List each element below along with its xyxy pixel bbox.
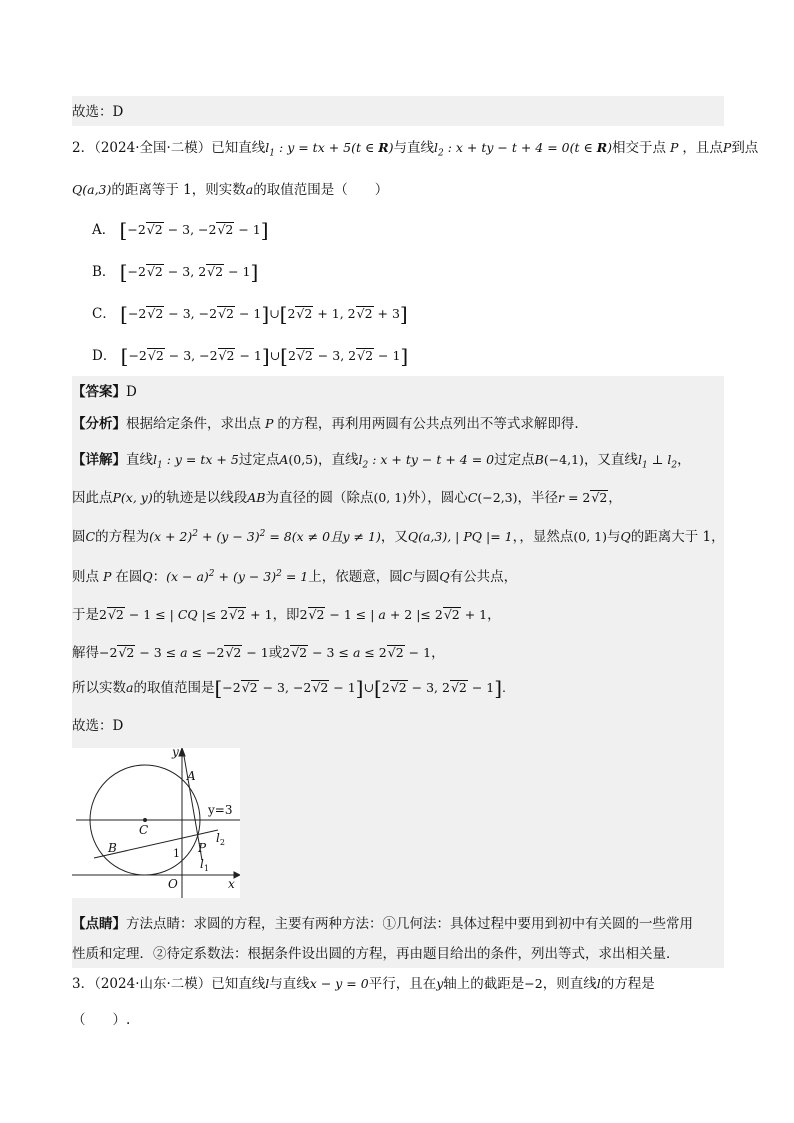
- math: Q: [142, 569, 153, 585]
- label-one: 1: [173, 847, 180, 860]
- geometry-figure: [72, 748, 240, 898]
- detail-text: 于是: [72, 607, 99, 623]
- tips-line1: [72, 914, 693, 934]
- label-y3: y=3: [208, 803, 233, 817]
- math: l: [265, 976, 270, 991]
- answer-line: [72, 382, 137, 402]
- q3-source: （2024·山东·二模）: [94, 976, 212, 992]
- detail-text: 所以实数: [72, 680, 126, 696]
- math: a: [126, 680, 134, 695]
- detail-text: 圆: [72, 529, 86, 546]
- detail-text: 因此点: [72, 490, 113, 506]
- label-origin: O: [168, 877, 178, 891]
- math: Q: [620, 529, 631, 545]
- option-c[interactable]: [92, 303, 408, 325]
- math: −2: [524, 976, 543, 991]
- math: y: [436, 976, 444, 991]
- math: AB: [247, 490, 266, 505]
- math-a: a: [245, 182, 254, 197]
- detail-text: 则点: [72, 569, 99, 586]
- math: P(x, y): [112, 490, 153, 505]
- math: r: [558, 490, 564, 505]
- label-p: P: [198, 841, 207, 855]
- q3-line2: （ ）.: [72, 1012, 131, 1028]
- label-b: B: [108, 841, 117, 855]
- label-c: C: [139, 823, 149, 837]
- detail-text: ，又: [380, 529, 408, 546]
- option-math: [−2√2 − 3, 2√2 − 1]: [119, 260, 259, 284]
- detail-line4: [72, 564, 517, 587]
- q2-text: ，且点: [682, 140, 723, 156]
- q3-text: 平行，且在: [368, 976, 437, 992]
- detail-text: 外），圆心: [407, 490, 468, 506]
- y-arrow-icon: [179, 748, 185, 756]
- q3-text: 的方程是: [600, 976, 655, 992]
- math: C: [467, 490, 478, 505]
- q2-line2: [72, 180, 388, 200]
- geometry-svg: [72, 748, 240, 898]
- detail-text: 直线: [126, 452, 153, 468]
- detail-text: 解得: [72, 645, 99, 661]
- detail-line5: 于是2√2 − 1 ≤ | CQ |≤ 2√2 + 1，即2√2 − 1 ≤ | a + 2 |≤ 2√2 + 1，: [72, 607, 501, 623]
- detail-text: ，直线: [318, 452, 359, 468]
- math-p: P: [722, 140, 732, 155]
- detail-text: ：: [152, 569, 167, 586]
- detail-text: ，即: [272, 607, 300, 623]
- tips-text: 方法点睛：求圆的方程，主要有两种方法：①几何法：具体过程中要用到初中有关圆的一些常用: [126, 916, 693, 932]
- detail-text: 与: [606, 529, 621, 546]
- answer-tag: 【答案】: [72, 384, 126, 400]
- q2-text: 与直线: [393, 140, 434, 156]
- q2-text: 相交于点: [612, 140, 667, 156]
- x-arrow-icon: [234, 872, 240, 878]
- detail-text: 过定点: [494, 452, 535, 468]
- detail-text: 有公共点，: [449, 569, 518, 586]
- math: 2√2 − 1 ≤ | CQ |≤ 2√2 + 1: [99, 607, 273, 622]
- detail-text: 在圆: [115, 569, 143, 586]
- q3-text: 轴上的截距是: [443, 976, 525, 992]
- math: 2√2 − 3 ≤ a ≤ 2√2 − 1: [282, 645, 432, 660]
- detail-text: 为直径的圆（除点: [265, 490, 374, 506]
- math: 2√2 − 1 ≤ | a + 2 |≤ 2√2 + 1: [299, 607, 488, 622]
- analysis-line: [72, 414, 579, 434]
- analysis-text: 根据给定条件，求出点: [126, 416, 261, 432]
- q3-number: 3．: [72, 976, 95, 992]
- tips-tag: 【点睛】: [72, 916, 126, 932]
- math: $l_1$ : y = tx + 5: [153, 452, 239, 471]
- label-l1: $l_1$: [200, 857, 209, 873]
- math: (−2,3): [477, 490, 518, 505]
- detail-line2: 因此点P(x, y)的轨迹是以线段AB为直径的圆（除点(0, 1)外），圆心C(−2,3)，半径r = 2√2，: [72, 490, 622, 506]
- math: −2√2 − 3 ≤ a ≤ −2√2 − 1: [99, 645, 269, 660]
- q3-line1: [72, 974, 655, 994]
- center-point: [143, 818, 147, 822]
- math: = 2√2: [563, 490, 608, 505]
- math: [−2√2 − 3, −2√2 − 1]∪[2√2 − 3, 2√2 − 1].: [214, 676, 507, 700]
- detail-line1: 【详解】直线$l_1$ : y = tx + 5过定点A(0,5)，直线$l_2$ : x + ty − t + 4 = 0过定点B(−4,1)，又直线$l_1$ ⊥ $l_2$，: [72, 452, 691, 471]
- option-math: [−2√2 − 3, −2√2 − 1]∪[2√2 + 1, 2√2 + 3]: [120, 302, 408, 326]
- label-a: A: [187, 769, 196, 783]
- analysis-tag: 【分析】: [72, 416, 126, 432]
- detail-line6: 解得−2√2 − 3 ≤ a ≤ −2√2 − 1或2√2 − 3 ≤ a ≤ 2√2 − 1，: [72, 645, 445, 661]
- math-l2: $l_2$ : x + ty − t + 4 = 0(t ∈ R): [434, 140, 613, 159]
- option-a[interactable]: [92, 219, 269, 241]
- math: Q(a,3), | PQ |= 1: [407, 529, 513, 545]
- analysis-text: 的方程，再利用两圆有公共点列出不等式求解即得.: [277, 416, 579, 432]
- q3-text: 与直线: [269, 976, 310, 992]
- detail-text: 的方程为: [95, 529, 150, 546]
- top-answer: 故选：D: [72, 104, 124, 120]
- math: (0, 1): [373, 490, 408, 505]
- detail-text: 的取值范围是: [133, 680, 215, 696]
- math: Q: [439, 569, 450, 585]
- answer-value: D: [126, 384, 137, 400]
- detail-text: 的轨迹是以线段: [152, 490, 248, 506]
- label-y-axis: y: [172, 748, 179, 759]
- detail-text: 或: [268, 645, 283, 661]
- option-label: D．: [92, 348, 117, 364]
- math: x − y = 0: [309, 976, 369, 991]
- option-math: [−2√2 − 3, −2√2 − 1]∪[2√2 − 3, 2√2 − 1]: [120, 344, 409, 368]
- math-p: P: [261, 416, 278, 431]
- math: l: [596, 976, 601, 991]
- label-l2: $l_2$: [216, 831, 225, 847]
- detail-text: ，显然点: [519, 529, 574, 546]
- math: $(x + 2)^2 + (y - 3)^2 = 8(x \ne 0$且y ≠ 1): [149, 529, 381, 545]
- q3-text: 已知直线: [211, 976, 266, 992]
- q2-number: 2．: [72, 140, 95, 156]
- math: (0,5): [288, 452, 318, 467]
- math: (−4,1): [543, 452, 584, 467]
- q2-source: （2024·全国·二模）: [94, 140, 212, 156]
- math: $(x - a)^2 + (y - 3)^2 = 1$: [166, 569, 309, 585]
- math: B: [534, 452, 544, 467]
- math: $l_1$ ⊥ $l_2$: [637, 452, 678, 471]
- detail-text: 过定点: [238, 452, 280, 468]
- q2-text: 的取值范围是（ ）: [253, 182, 389, 198]
- q3-text: ，则直线: [542, 976, 597, 992]
- detail-text: 的距离大于 1，: [630, 529, 725, 546]
- math: C: [85, 529, 96, 545]
- math: C: [402, 569, 413, 585]
- detail-tag: 【详解】: [72, 452, 126, 468]
- q2-text: 的距离等于 1，则实数: [111, 182, 246, 198]
- detail-line3: 圆C的方程为$(x + 2)^2 + (y - 3)^2 = 8(x \ne 0$且y ≠ 1)，又Q(a,3), | PQ |= 1，，显然点(0, 1)与Q的距离大于 1，: [72, 529, 725, 546]
- q2-text: 到点: [731, 140, 759, 156]
- detail-text: 与圆: [412, 569, 440, 586]
- option-b[interactable]: [92, 261, 258, 283]
- label-x-axis: x: [228, 877, 235, 891]
- q2-text: 已知直线: [211, 140, 266, 156]
- math: $l_2$ : x + ty − t + 4 = 0: [358, 452, 495, 471]
- math-q: Q(a,3): [72, 182, 112, 197]
- detail-text: ，又直线: [583, 452, 638, 468]
- option-math: [−2√2 − 3, −2√2 − 1]: [119, 218, 269, 242]
- answer-block-top: [72, 96, 724, 126]
- math: P: [99, 569, 116, 585]
- detail-text: ，半径: [517, 490, 558, 506]
- math: (0, 1): [573, 529, 607, 545]
- tips-line2: 性质和定理．②待定系数法：根据条件设出圆的方程，再由题目给出的条件，列出等式，求出相关量．: [72, 946, 680, 962]
- math-l1: $l_1$ : y = tx + 5(t ∈ R): [265, 140, 394, 159]
- option-label: C．: [92, 306, 116, 322]
- detail-line7: [72, 678, 506, 698]
- option-d[interactable]: [92, 345, 408, 367]
- q2-line1: [72, 138, 758, 164]
- option-label: B．: [92, 264, 116, 280]
- detail-final: 故选：D: [72, 718, 124, 734]
- detail-text: 上，依题意，圆: [308, 569, 403, 586]
- option-label: A．: [92, 222, 116, 238]
- math-p: P: [666, 140, 683, 155]
- math: A: [279, 452, 289, 467]
